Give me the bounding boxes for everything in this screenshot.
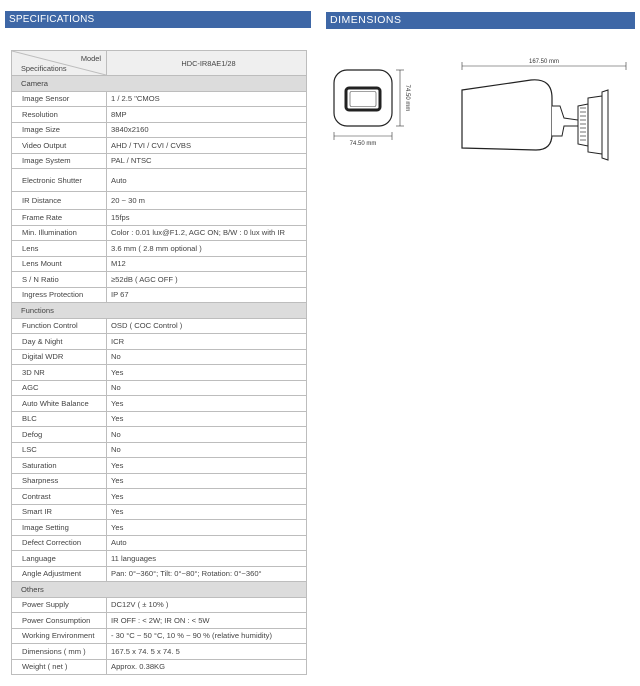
dimensions-drawing [326,50,635,170]
corner-header-cell [12,51,107,76]
spec-value: Yes [107,365,307,381]
spec-value: Yes [107,411,307,427]
table-row [12,520,307,536]
spec-key: S / N Ratio [12,272,107,288]
table-row [12,153,307,169]
table-row [12,365,307,381]
table-row [12,396,307,412]
model-name: HDC-IR8AE1/28 [107,51,307,76]
spec-value: Auto [107,169,307,192]
spec-value: Approx. 0.38KG [107,659,307,675]
spec-value: DC12V ( ± 10% ) [107,597,307,613]
spec-key: Smart IR [12,504,107,520]
side-housing-outline [462,80,552,150]
camera-front-view [334,70,410,147]
table-row [12,287,307,303]
spec-key: Language [12,551,107,567]
table-row [12,551,307,567]
spec-key: Sharpness [12,473,107,489]
spec-value: 20 ~ 30 m [107,192,307,210]
table-row [12,504,307,520]
group-label: Functions [12,303,307,319]
table-row [12,613,307,629]
table-row [12,138,307,154]
model-corner-label: Model [80,54,101,63]
spec-value: Yes [107,489,307,505]
spec-value: 15fps [107,210,307,226]
spec-key: Weight ( net ) [12,659,107,675]
spec-key: Resolution [12,107,107,123]
group-row-camera [12,76,307,92]
spec-value: IR OFF : < 2W; IR ON : < 5W [107,613,307,629]
spec-value: Auto [107,535,307,551]
table-row [12,380,307,396]
spec-value: Pan: 0°~360°; Tilt: 0°~80°; Rotation: 0°~360° [107,566,307,582]
group-row-functions [12,303,307,319]
spec-key: Electronic Shutter [12,169,107,192]
spec-value: M12 [107,256,307,272]
length-dimension-label: 167.50 mm [528,59,560,65]
spec-key: Digital WDR [12,349,107,365]
specifications-corner-label: Specifications [21,64,67,73]
spec-key: Lens [12,241,107,257]
table-row [12,644,307,660]
table-row [12,210,307,226]
table-row [12,334,307,350]
table-row [12,122,307,138]
spec-value: Yes [107,520,307,536]
spec-key: Contrast [12,489,107,505]
spec-value: Yes [107,504,307,520]
spec-value: No [107,427,307,443]
table-row [12,91,307,107]
spec-value: AHD / TVI / CVI / CVBS [107,138,307,154]
spec-value: 11 languages [107,551,307,567]
spec-key: Image Size [12,122,107,138]
spec-key: Defog [12,427,107,443]
dimensions-title: DIMENSIONS [330,14,402,26]
spec-key: Dimensions ( mm ) [12,644,107,660]
spec-key: Ingress Protection [12,287,107,303]
width-dimension-label: 74.50 mm [349,141,377,147]
spec-value: Yes [107,396,307,412]
table-row [12,225,307,241]
camera-side-view [462,59,626,160]
table-row [12,458,307,474]
spec-key: AGC [12,380,107,396]
spec-value: No [107,349,307,365]
table-row [12,442,307,458]
group-label: Camera [12,76,307,92]
table-row [12,628,307,644]
spec-value: 8MP [107,107,307,123]
spec-key: Video Output [12,138,107,154]
spec-value: No [107,380,307,396]
spec-value: Yes [107,458,307,474]
spec-value: ICR [107,334,307,350]
spec-key: Function Control [12,318,107,334]
spec-value: Color : 0.01 lux@F1.2, AGC ON; B/W : 0 lux with IR [107,225,307,241]
spec-key: Defect Correction [12,535,107,551]
table-row [12,427,307,443]
spec-key: Image Sensor [12,91,107,107]
table-row [12,107,307,123]
table-row [12,272,307,288]
spec-value: Yes [107,473,307,489]
spec-value: OSD ( COC Control ) [107,318,307,334]
spec-value: PAL / NTSC [107,153,307,169]
spec-value: No [107,442,307,458]
spec-key: Power Supply [12,597,107,613]
table-row [12,411,307,427]
mount-plate [602,90,608,160]
specifications-header [5,11,311,28]
spec-value: 3840x2160 [107,122,307,138]
spec-key: Image Setting [12,520,107,536]
spec-key: Frame Rate [12,210,107,226]
specifications-title: SPECIFICATIONS [9,14,95,25]
spec-key: 3D NR [12,365,107,381]
spec-value: ≥52dB ( AGC OFF ) [107,272,307,288]
height-dimension-label: 74.50 mm [404,84,410,112]
spec-key: Auto White Balance [12,396,107,412]
table-row [12,659,307,675]
table-header-row [12,51,307,76]
spec-key: LSC [12,442,107,458]
spec-value: 3.6 mm ( 2.8 mm optional ) [107,241,307,257]
spec-key: Angle Adjustment [12,566,107,582]
spec-key: Image System [12,153,107,169]
table-row [12,256,307,272]
table-row [12,535,307,551]
table-row [12,597,307,613]
spec-key: Lens Mount [12,256,107,272]
specifications-table [11,50,307,675]
spec-key: Day & Night [12,334,107,350]
table-row [12,489,307,505]
front-lens-inner [350,92,376,107]
spec-key: Working Environment [12,628,107,644]
spec-key: Power Consumption [12,613,107,629]
dimensions-header [326,12,635,29]
spec-value: - 30 °C ~ 50 °C, 10 % ~ 90 % (relative humidity) [107,628,307,644]
group-row-others [12,582,307,598]
spec-value: 167.5 x 74. 5 x 74. 5 [107,644,307,660]
spec-value: 1 / 2.5 "CMOS [107,91,307,107]
table-row [12,473,307,489]
spec-key: Min. Illumination [12,225,107,241]
mount-arm [552,106,578,136]
table-row [12,349,307,365]
table-row [12,192,307,210]
table-row [12,566,307,582]
table-row [12,169,307,192]
spec-value: IP 67 [107,287,307,303]
spec-key: Saturation [12,458,107,474]
mount-base [588,96,602,154]
table-row [12,241,307,257]
table-row [12,318,307,334]
spec-key: BLC [12,411,107,427]
group-label: Others [12,582,307,598]
spec-key: IR Distance [12,192,107,210]
